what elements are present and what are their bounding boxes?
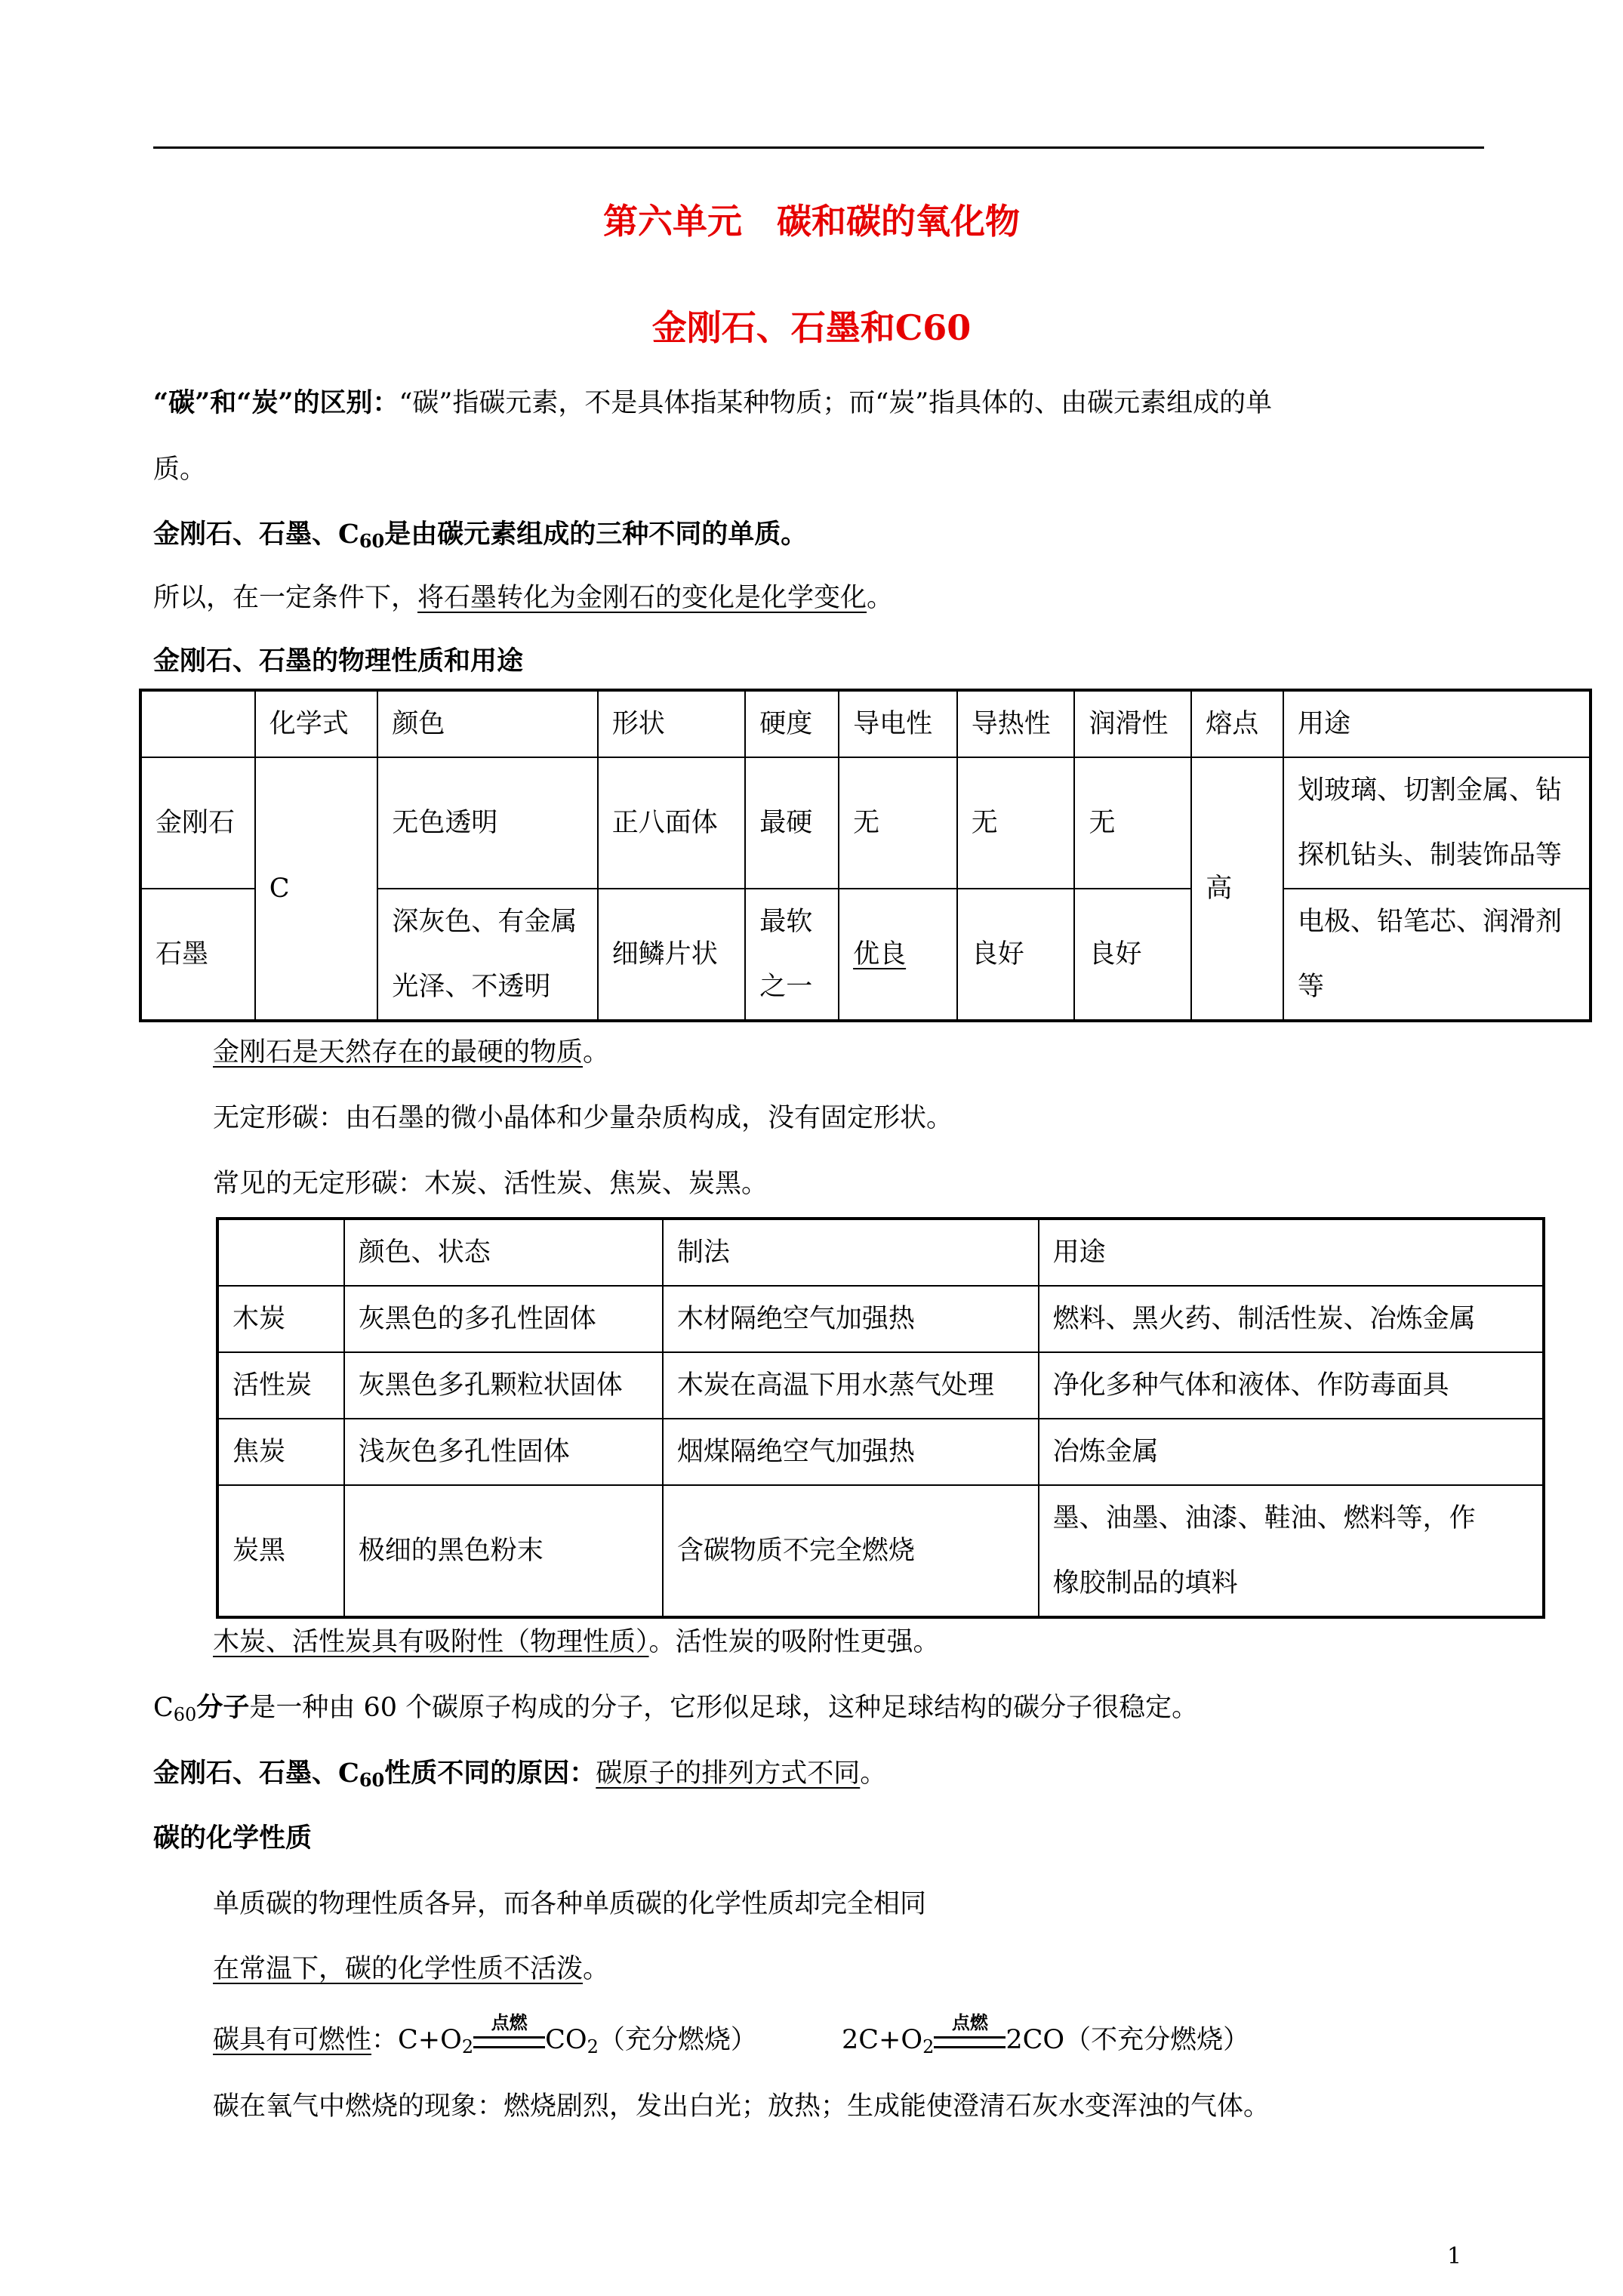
- table-cell: 无: [839, 757, 957, 889]
- distinction-label: “碳”和“炭”的区别：: [153, 387, 399, 418]
- header-cell: [217, 1219, 344, 1286]
- c60-c: C: [153, 1693, 174, 1723]
- three-elements-b: 是由碳元素组成的三种不同的单质。: [384, 519, 808, 550]
- table-cell: 冶炼金属: [1039, 1419, 1544, 1485]
- three-elements-sub: 60: [359, 530, 385, 552]
- chemical-properties-text: 单质碳的物理性质各异，而各种单质碳的化学性质却完全相同: [213, 1889, 927, 1919]
- diamond-note: [213, 1031, 609, 1069]
- eq2-sub: 2: [922, 2036, 935, 2057]
- table-cell: [377, 889, 597, 1021]
- amorphous-carbon-table: [216, 1217, 1545, 1619]
- eq2-condition: 点燃: [951, 2011, 988, 2033]
- table-cell: 木材隔绝空气加强热: [663, 1286, 1039, 1352]
- table-cell: 净化多种气体和液体、作防毒面具: [1039, 1352, 1544, 1419]
- distinction-text-cont: 质。: [153, 455, 207, 485]
- reason-sub: 60: [359, 1769, 385, 1791]
- row-label: 焦炭: [217, 1419, 344, 1485]
- combustion-underlined: 碳具有可燃性: [213, 2025, 372, 2055]
- table-cell: 灰黑色的多孔性固体: [344, 1286, 663, 1352]
- table-cell: 电极、铅笔芯、润滑剂等: [1283, 889, 1591, 1021]
- table-cell: [1039, 1485, 1544, 1617]
- conversion-underlined: 将石墨转化为金刚石的变化是化学变化: [417, 583, 867, 613]
- eq2-ignite-sign: [934, 2011, 1006, 2048]
- common-amorphous-carbon: 常见的无定形碳：木炭、活性炭、焦炭、炭黑。: [213, 1169, 768, 1199]
- conversion-end: 。: [867, 583, 894, 613]
- header-cell: 导电性: [839, 690, 957, 757]
- table-cell: [1283, 757, 1591, 889]
- melting-cell: 高: [1191, 757, 1283, 1021]
- diamond-note-end: 。: [583, 1037, 610, 1068]
- graphite-conductivity: 优良: [853, 939, 907, 969]
- carbon-black-use-line1: 墨、油墨、油漆、鞋油、燃料等，作: [1052, 1503, 1476, 1533]
- formula-cell: C: [255, 757, 378, 1021]
- table-cell: 木炭在高温下用水蒸气处理: [663, 1352, 1039, 1419]
- header-cell: 用途: [1283, 690, 1591, 757]
- graphite-hardness-line1: 最软: [759, 907, 813, 937]
- diamond-use-line2: 探机钻头、制装饰品等: [1298, 840, 1563, 871]
- table-cell: 最硬: [745, 757, 839, 889]
- table-row: [217, 1419, 1544, 1485]
- combustion-colon: ：: [371, 2025, 399, 2055]
- table-cell: 灰黑色多孔颗粒状固体: [344, 1352, 663, 1419]
- table-cell: 细鳞片状: [598, 889, 746, 1021]
- table-cell: 良好: [957, 889, 1075, 1021]
- unit-title: 第六单元 碳和碳的氧化物: [603, 201, 1020, 242]
- page-number: 1: [1447, 2243, 1462, 2270]
- adsorption-rest: 。活性炭的吸附性更强。: [648, 1627, 940, 1657]
- c60-paragraph: [153, 1687, 1198, 1724]
- combustion-eq2: [842, 2011, 1250, 2057]
- combustion-line: [213, 2011, 757, 2057]
- eq1-sub: 2: [461, 2036, 474, 2057]
- eq2-reactants: 2C+O: [842, 2025, 923, 2055]
- header-cell: 颜色: [377, 690, 597, 757]
- reason-a: 金刚石、石墨、C: [153, 1758, 359, 1789]
- eq1-equals: [473, 2036, 545, 2048]
- table-row: [140, 757, 1591, 889]
- header-cell: 制法: [663, 1219, 1039, 1286]
- heading-physical-properties: 金刚石、石墨的物理性质和用途: [153, 646, 524, 676]
- adsorption-note: [213, 1621, 940, 1659]
- room-temperature-underlined: 在常温下，碳的化学性质不活泼: [213, 1954, 584, 1984]
- table-header-row: [140, 690, 1591, 757]
- row-label: 活性炭: [217, 1352, 344, 1419]
- reason-underlined: 碳原子的排列方式不同: [596, 1758, 861, 1789]
- row-label: 石墨: [140, 889, 255, 1021]
- eq1-product-sub: 2: [587, 2036, 599, 2057]
- header-cell: 形状: [598, 690, 746, 757]
- table-cell: 燃料、黑火药、制活性炭、冶炼金属: [1039, 1286, 1544, 1352]
- header-cell: 硬度: [745, 690, 839, 757]
- reason-end: 。: [860, 1758, 887, 1789]
- table-row: [217, 1286, 1544, 1352]
- paragraph-conversion: [153, 577, 893, 615]
- table-cell: 无: [1074, 757, 1191, 889]
- section-title: 金刚石、石墨和C60: [651, 307, 972, 348]
- header-cell: 导热性: [957, 690, 1075, 757]
- combustion-phenomenon: 碳在氧气中燃烧的现象：燃烧剧烈，发出白光；放热；生成能使澄清石灰水变浑浊的气体。: [213, 2091, 1270, 2122]
- header-cell: [140, 690, 255, 757]
- room-temperature-end: 。: [583, 1954, 610, 1984]
- table-cell: 含碳物质不完全燃烧: [663, 1485, 1039, 1617]
- header-cell: 润滑性: [1074, 690, 1191, 757]
- eq1-ignite-sign: [473, 2011, 545, 2048]
- table-cell: 浅灰色多孔性固体: [344, 1419, 663, 1485]
- eq1-condition: 点燃: [491, 2011, 528, 2033]
- table-row: [217, 1485, 1544, 1617]
- diamond-use-line1: 划玻璃、切割金属、钻: [1298, 775, 1563, 806]
- graphite-color-line1: 深灰色、有金属: [392, 907, 577, 937]
- graphite-hardness-line2: 之一: [759, 972, 813, 1002]
- reason-paragraph: [153, 1752, 886, 1790]
- c60-sub: 60: [173, 1704, 197, 1725]
- c60-molecule: 分子: [196, 1692, 250, 1723]
- table-header-row: [217, 1219, 1544, 1286]
- physical-properties-table: [139, 689, 1592, 1022]
- row-label: 金刚石: [140, 757, 255, 889]
- reason-b: 性质不同的原因：: [384, 1758, 596, 1789]
- table-row: [217, 1352, 1544, 1419]
- table-cell: [745, 889, 839, 1021]
- header-cell: 熔点: [1191, 690, 1283, 757]
- three-elements-a: 金刚石、石墨、C: [153, 519, 359, 550]
- diamond-note-underlined: 金刚石是天然存在的最硬的物质: [213, 1037, 584, 1068]
- paragraph-three-elements: [153, 513, 807, 551]
- amorphous-carbon: 无定形碳：由石墨的微小晶体和少量杂质构成，没有固定形状。: [213, 1103, 953, 1133]
- header-cell: 化学式: [255, 690, 378, 757]
- table-cell: 无色透明: [377, 757, 597, 889]
- header-cell: 用途: [1039, 1219, 1544, 1286]
- room-temperature-note: [213, 1948, 609, 1986]
- eq2-note: （不充分燃烧）: [1064, 2025, 1250, 2055]
- conversion-a: 所以，在一定条件下，: [153, 583, 418, 613]
- table-cell: [839, 889, 957, 1021]
- heading-chemical-properties: 碳的化学性质: [153, 1823, 313, 1854]
- adsorption-underlined: 木炭、活性炭具有吸附性（物理性质）: [213, 1627, 649, 1657]
- table-cell: 极细的黑色粉末: [344, 1485, 663, 1617]
- header-cell: 颜色、状态: [344, 1219, 663, 1286]
- table-cell: 良好: [1074, 889, 1191, 1021]
- graphite-color-line2: 光泽、不透明: [392, 972, 551, 1002]
- header-rule: [153, 146, 1484, 149]
- eq2-product: 2CO: [1006, 2025, 1065, 2055]
- row-label: 炭黑: [217, 1485, 344, 1617]
- table-cell: 正八面体: [598, 757, 746, 889]
- eq1-note: （充分燃烧）: [598, 2025, 757, 2055]
- table-cell: 无: [957, 757, 1075, 889]
- table-cell: 烟煤隔绝空气加强热: [663, 1419, 1039, 1485]
- eq2-equals: [934, 2036, 1006, 2048]
- distinction-text: “碳”指碳元素，不是具体指某种物质；而“炭”指具体的、由碳元素组成的单: [399, 388, 1273, 418]
- row-label: 木炭: [217, 1286, 344, 1352]
- eq1-product: CO: [545, 2025, 587, 2055]
- eq1-reactants: C+O: [398, 2025, 462, 2055]
- c60-text: 是一种由 60 个碳原子构成的分子，它形似足球，这种足球结构的碳分子很稳定。: [249, 1693, 1199, 1723]
- carbon-black-use-line2: 橡胶制品的填料: [1052, 1568, 1238, 1598]
- paragraph-carbon-distinction: [153, 382, 1272, 420]
